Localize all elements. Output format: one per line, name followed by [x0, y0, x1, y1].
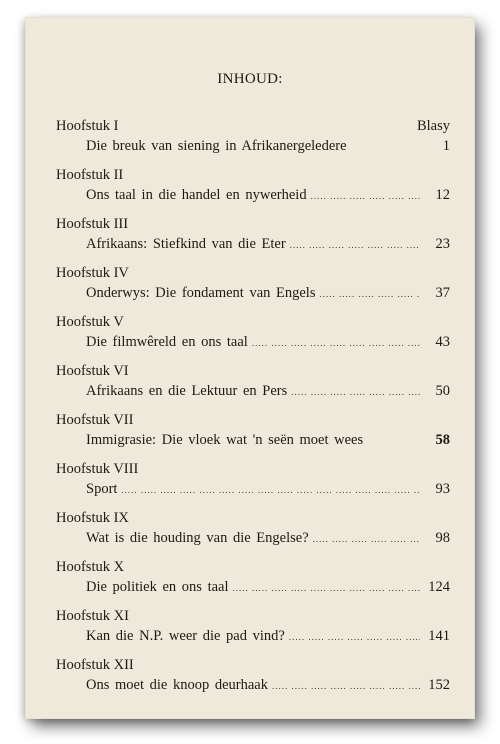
- dot-leader: [272, 681, 420, 691]
- chapter-line: [86, 579, 450, 596]
- page-number: 50: [435, 383, 450, 399]
- chapter-label: Hoofstuk XII: [56, 657, 134, 673]
- chapter-title: Die politiek en ons taal: [86, 579, 229, 595]
- dot-leader: [319, 289, 420, 299]
- chapter-label: Hoofstuk X: [56, 559, 125, 575]
- toc-entry: [56, 657, 450, 706]
- chapter-label: Hoofstuk II: [56, 167, 124, 183]
- chapter-title: Afrikaans en die Lektuur en Pers: [86, 383, 288, 399]
- chapter-title: Immigrasie: Die vloek wat 'n seën moet wees: [86, 432, 364, 448]
- page-number: 124: [428, 579, 450, 595]
- chapter-line: [86, 383, 450, 400]
- page-number: 1: [442, 138, 450, 154]
- chapter-title: Wat is die houding van die Engelse?: [86, 530, 309, 546]
- dot-leader: [313, 534, 420, 544]
- page-number: 23: [435, 236, 450, 252]
- page-title: INHOUD:: [217, 71, 283, 87]
- chapter-title: Sport: [86, 481, 118, 497]
- page-number: 58: [435, 432, 450, 448]
- toc-entry: [56, 461, 450, 510]
- dot-leader: [290, 240, 420, 250]
- chapter-line: [86, 628, 450, 645]
- toc-entry: [56, 216, 450, 265]
- chapter-line: [86, 236, 450, 253]
- chapter-label: Hoofstuk IV: [56, 265, 129, 281]
- chapter-line: [86, 530, 450, 547]
- dot-leader: [291, 387, 420, 397]
- chapter-title: Ons moet die knoop deurhaak: [86, 677, 268, 693]
- chapter-label: Hoofstuk VI: [56, 363, 129, 379]
- dot-leader: [311, 191, 420, 201]
- toc-entry: [56, 363, 450, 412]
- chapter-line: [86, 432, 450, 449]
- page-number: 93: [435, 481, 450, 497]
- chapter-title: Ons taal in die handel en nywerheid: [86, 187, 307, 203]
- chapter-title: Die breuk van siening in Afrikanergeledere: [86, 138, 347, 154]
- toc-entry: [56, 412, 450, 461]
- toc-entry: [56, 314, 450, 363]
- chapter-label: Hoofstuk IX: [56, 510, 129, 526]
- chapter-label: Hoofstuk XI: [56, 608, 129, 624]
- toc-entry: [56, 608, 450, 657]
- toc-entry: [56, 167, 450, 216]
- toc-entry: [56, 510, 450, 559]
- dot-leader: [233, 583, 421, 593]
- page-number: 141: [428, 628, 450, 644]
- toc-entry: [56, 265, 450, 314]
- page-number: 12: [435, 187, 450, 203]
- chapter-line: [86, 138, 450, 155]
- chapter-title: Die filmwêreld en ons taal: [86, 334, 248, 350]
- dot-leader: [121, 485, 420, 495]
- chapter-title: Kan die N.P. weer die pad vind?: [86, 628, 285, 644]
- chapter-label: Hoofstuk III: [56, 216, 129, 232]
- page-number: 43: [435, 334, 450, 350]
- chapter-line: [86, 481, 450, 498]
- toc-entry: [56, 559, 450, 608]
- chapter-line: [86, 187, 450, 204]
- book-page: [26, 18, 474, 718]
- page-number: 152: [428, 677, 450, 693]
- chapter-label: Hoofstuk VII: [56, 412, 134, 428]
- dot-leader: [252, 338, 420, 348]
- page-number: 98: [435, 530, 450, 546]
- chapter-title: Afrikaans: Stiefkind van die Eter: [86, 236, 286, 252]
- page-column-header: Blasy: [416, 118, 450, 134]
- chapter-label: Hoofstuk I: [56, 118, 119, 134]
- dot-leader: [289, 632, 420, 642]
- chapter-label: Hoofstuk V: [56, 314, 124, 330]
- chapter-line: [86, 677, 450, 694]
- page-number: 37: [435, 285, 450, 301]
- chapter-label: Hoofstuk VIII: [56, 461, 139, 477]
- chapter-title: Onderwys: Die fondament van Engels: [86, 285, 316, 301]
- chapter-line: [86, 285, 450, 302]
- chapter-line: [86, 334, 450, 351]
